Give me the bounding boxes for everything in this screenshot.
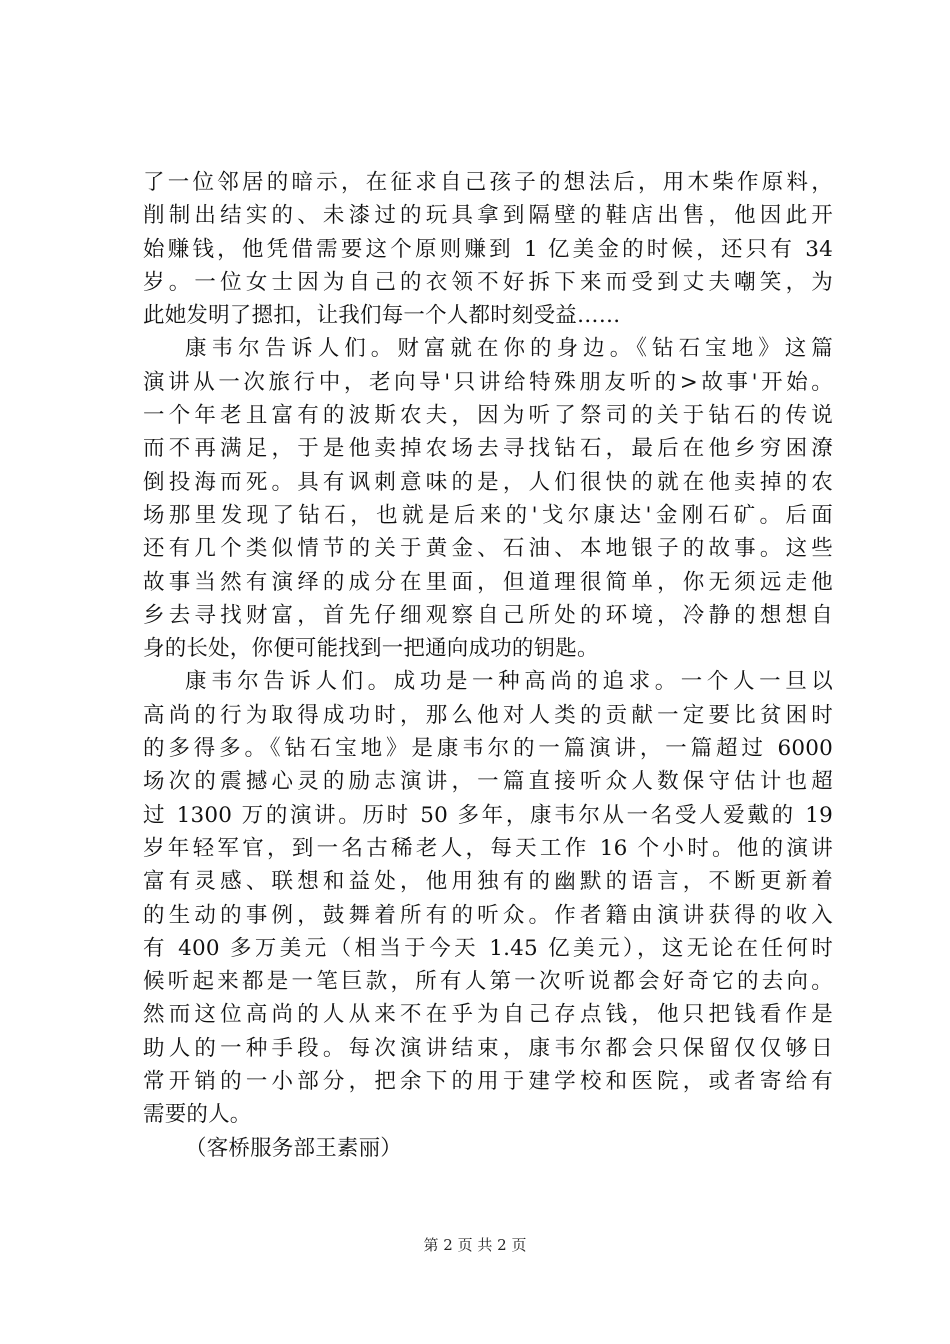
text-line: 岁。一位女士因为自己的衣领不好拆下来而受到丈夫嘲笑，为 — [143, 269, 833, 295]
text-line: 有 400 多万美元（相当于今天 1.45 亿美元），这无论在任何时 — [143, 935, 833, 961]
text-line: 乡去寻找财富，首先仔细观察自己所处的环境，冷静的想想自 — [143, 602, 833, 628]
text-line: 始赚钱，他凭借需要这个原则赚到 1 亿美金的时候，还只有 34 — [143, 236, 833, 262]
paragraph-first-line: 康韦尔告诉人们。财富就在你的身边。《钻石宝地》这篇 — [185, 336, 833, 362]
text-line: 候听起来都是一笔巨款，所有人第一次听说都会好奇它的去向。 — [143, 969, 833, 995]
page-number-footer: 第 2 页 共 2 页 — [423, 1236, 527, 1254]
text-line: 助人的一种手段。每次演讲结束，康韦尔都会只保留仅仅够日 — [143, 1035, 833, 1061]
document-body — [143, 166, 833, 1165]
text-line: 还有几个类似情节的关于黄金、石油、本地银子的故事。这些 — [143, 536, 833, 562]
text-line: 一个年老且富有的波斯农夫，因为听了祭司的关于钻石的传说 — [143, 403, 833, 429]
text-line: 场次的震撼心灵的励志演讲，一篇直接听众人数保守估计也超 — [143, 769, 833, 795]
text-line: 此她发明了摁扣，让我们每一个人都时刻受益…… — [143, 303, 621, 329]
text-line: 身的长处，你便可能找到一把通向成功的钥匙。 — [143, 636, 599, 662]
text-line: 富有灵感、联想和益处，他用独有的幽默的语言，不断更新着 — [143, 869, 833, 895]
text-line: 倒投海而死。具有讽刺意味的是，人们很快的就在他卖掉的农 — [143, 469, 833, 495]
author-signature: （客桥服务部王素丽） — [185, 1135, 403, 1161]
text-line: 过 1300 万的演讲。历时 50 多年，康韦尔从一名受人爱戴的 19 — [143, 802, 833, 828]
text-line: 了一位邻居的暗示，在征求自己孩子的想法后，用木柴作原料， — [143, 170, 833, 195]
text-line: 岁年轻军官，到一名古稀老人，每天工作 16 个小时。他的演讲 — [143, 835, 833, 861]
text-line: 的多得多。《钻石宝地》是康韦尔的一篇演讲，一篇超过 6000 — [143, 736, 833, 762]
text-line: 演讲从一次旅行中，老向导'只讲给特殊朋友听的>故事'开始。 — [143, 369, 833, 395]
text-line: 需要的人。 — [143, 1102, 252, 1128]
paragraph-first-line: 康韦尔告诉人们。成功是一种高尚的追求。一个人一旦以 — [185, 669, 833, 695]
text-line: 故事当然有演绎的成分在里面，但道理很简单，你无须远走他 — [143, 569, 833, 595]
text-line: 高尚的行为取得成功时，那么他对人类的贡献一定要比贫困时 — [143, 702, 833, 728]
text-line: 然而这位高尚的人从来不在乎为自己存点钱，他只把钱看作是 — [143, 1002, 833, 1028]
text-line: 而不再满足，于是他卖掉农场去寻找钻石，最后在他乡穷困潦 — [143, 436, 833, 462]
text-line: 常开销的一小部分，把余下的用于建学校和医院，或者寄给有 — [143, 1069, 833, 1095]
text-line: 场那里发现了钻石，也就是后来的'戈尔康达'金刚石矿。后面 — [143, 502, 833, 528]
text-line: 的生动的事例，鼓舞着所有的听众。作者籍由演讲获得的收入 — [143, 902, 833, 928]
text-line: 削制出结实的、未漆过的玩具拿到隔壁的鞋店出售，他因此开 — [143, 203, 833, 229]
